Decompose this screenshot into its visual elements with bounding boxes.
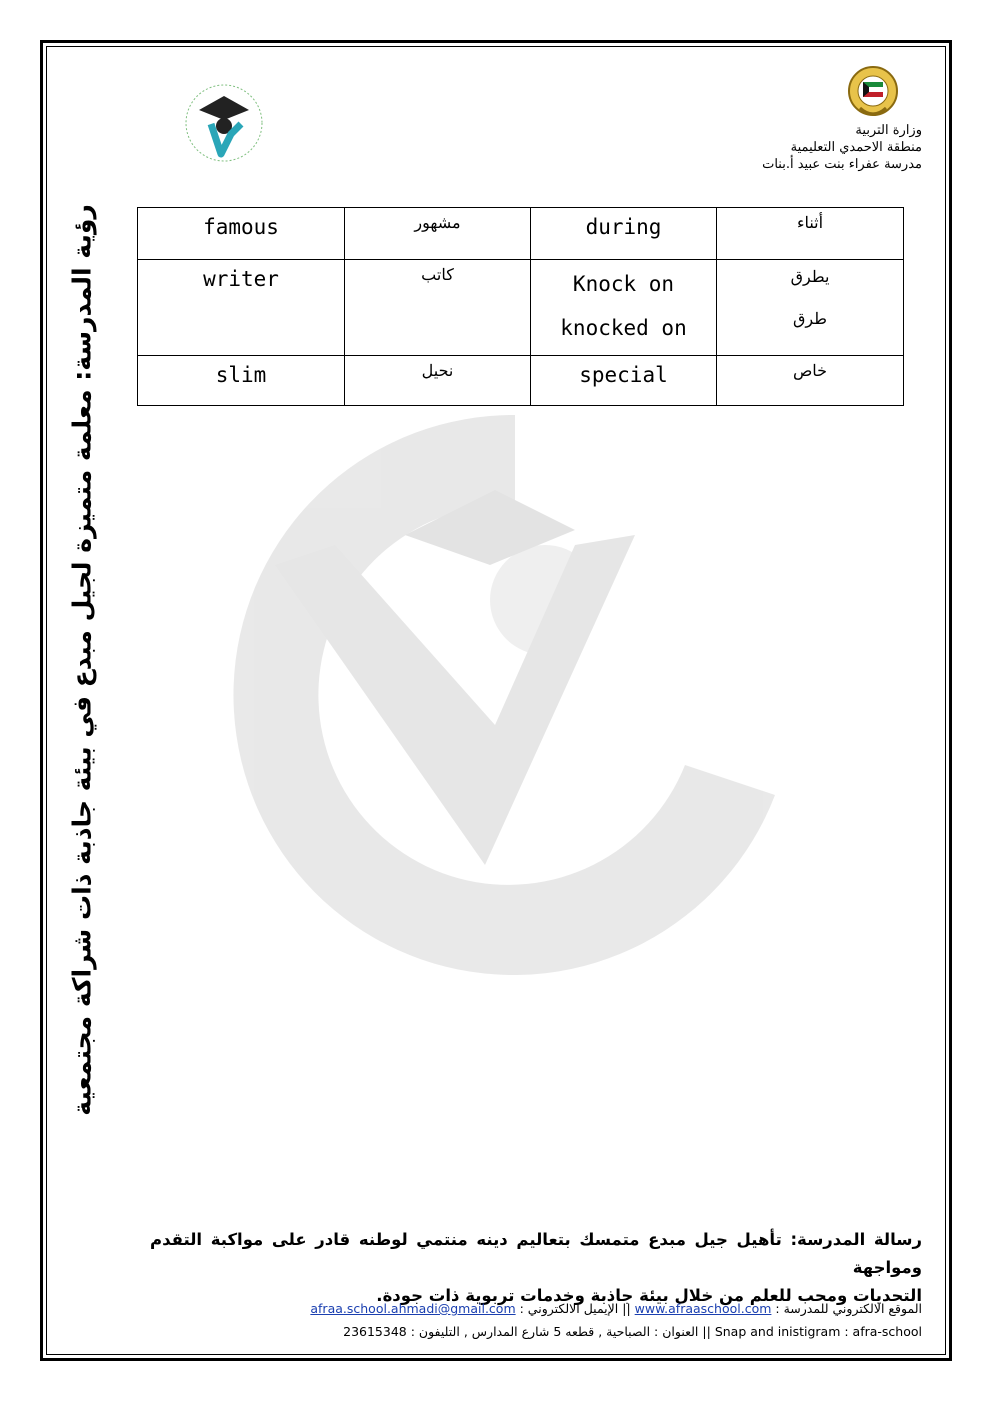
english-word-cell: writer	[138, 260, 345, 356]
arabic-meaning-cell: خاص	[717, 356, 904, 406]
separator: ||	[622, 1301, 631, 1316]
mission-line-1: رسالة المدرسة: تأهيل جيل مبدع متمسك بتعاليم دينه منتمي لوطنه قادر على مواكبة التقدم ومواجهة	[150, 1230, 922, 1277]
table-row	[138, 260, 904, 356]
phone-text: التليفون : 23615348	[343, 1324, 460, 1339]
ministry-name: وزارة التربية	[855, 123, 922, 138]
arabic-meaning-cell: نحيل	[345, 356, 531, 406]
header-text	[762, 122, 922, 173]
region-name: منطقة الاحمدي التعليمية	[790, 140, 922, 155]
english-word-cell: Knock on knocked on	[531, 260, 717, 356]
contact-line-web	[150, 1299, 922, 1319]
email-link[interactable]: afraa.school.ahmadi@gmail.com	[310, 1301, 516, 1316]
vocabulary-table	[137, 207, 904, 406]
school-vision	[60, 204, 104, 1116]
table-row	[138, 356, 904, 406]
email-label: الإيميل الالكتروني :	[519, 1301, 619, 1316]
arabic-meaning-cell: أثناء	[717, 208, 904, 260]
ministry-emblem-icon	[846, 64, 900, 122]
arabic-meaning-cell: كاتب	[345, 260, 531, 356]
vision-text: رؤية المدرسة: معلمة متميزة لجيل مبدع في بيئة جاذبة ذات شراكة مجتمعية	[67, 204, 97, 1116]
school-logo-watermark	[215, 395, 815, 995]
mission-line-2: التحديات ومحب للعلم من خلال بيئة جاذبة وخدمات تربوية ذات جودة.	[376, 1286, 922, 1305]
separator: ||	[702, 1324, 711, 1339]
table-row	[138, 208, 904, 260]
social-handle: Snap and inistigram : afra-school	[714, 1324, 922, 1339]
english-word-cell: during	[531, 208, 717, 260]
address-text: العنوان : الصباحية , قطعه 5 شارع المدارس ,	[463, 1324, 699, 1339]
website-link[interactable]: www.afraaschool.com	[634, 1301, 772, 1316]
arabic-meaning-cell: مشهور	[345, 208, 531, 260]
website-label: الموقع الالكتروني للمدرسة :	[775, 1301, 922, 1316]
school-logo-icon	[181, 80, 267, 166]
english-word-cell: special	[531, 356, 717, 406]
school-mission	[150, 1226, 922, 1310]
contact-line-address	[150, 1322, 922, 1342]
arabic-meaning-cell: يطرق طرق	[717, 260, 904, 356]
english-word-cell: slim	[138, 356, 345, 406]
school-name: مدرسة عفراء بنت عبيد أ.بنات	[762, 157, 922, 172]
english-word-cell: famous	[138, 208, 345, 260]
